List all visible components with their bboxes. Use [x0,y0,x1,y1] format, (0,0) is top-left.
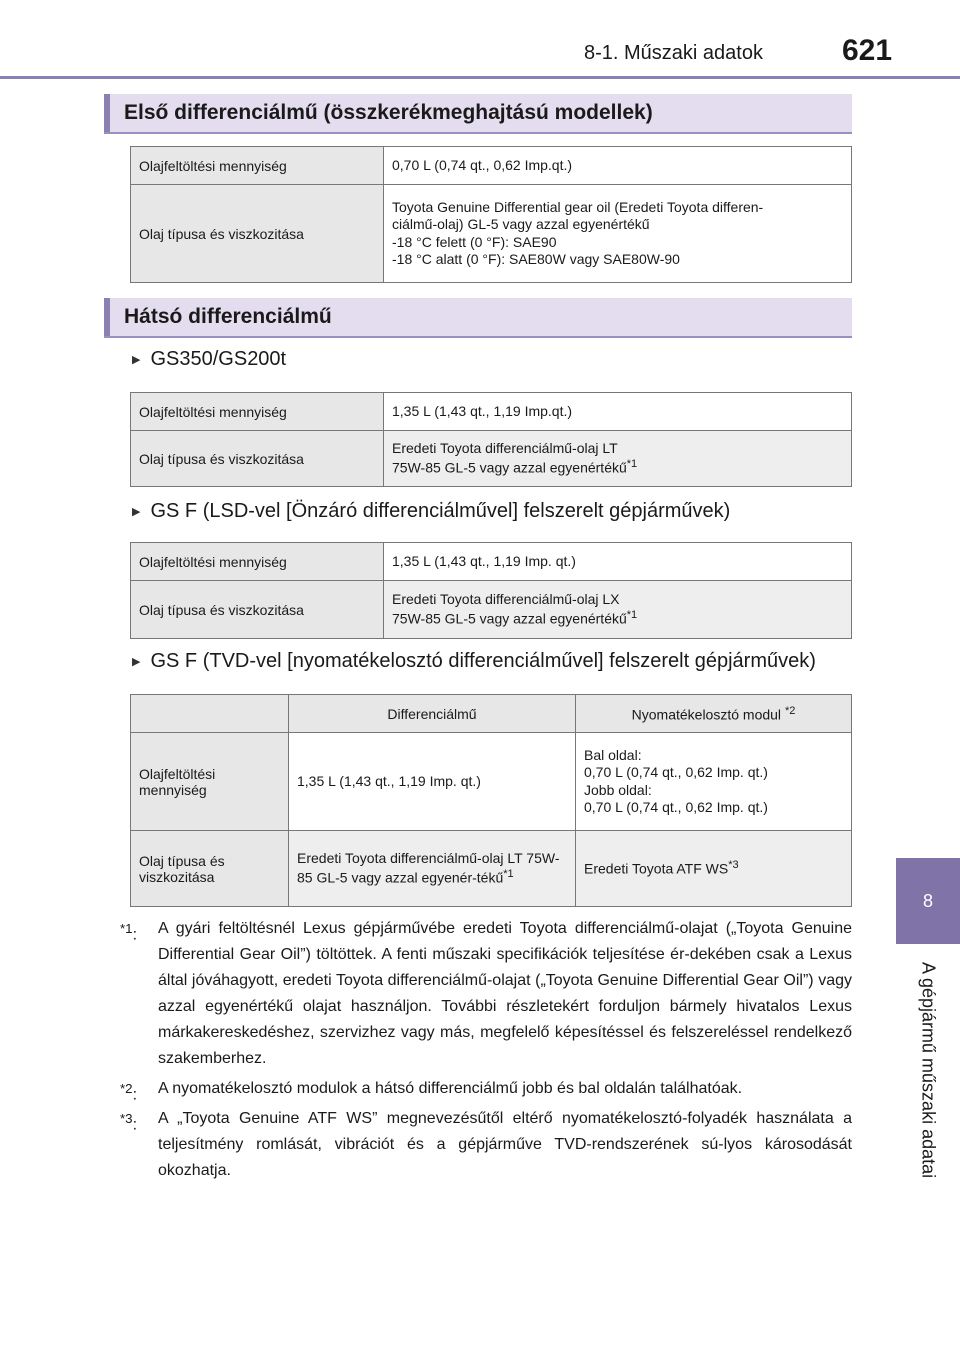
chapter-number: 8 [922,890,933,911]
value-line: 0,70 L (0,74 qt., 0,62 Imp. qt.) [584,764,768,780]
footnote-mark: $^{*3}$: [120,1111,138,1134]
row-value [384,431,852,487]
arrow-right-icon: ▶ [132,656,141,668]
section-front-differential [104,94,852,134]
value-line: ciálmű-olaj) GL-5 vagy azzal egyenértékű [392,216,650,232]
footnotes [120,916,852,1188]
section-accent [104,94,110,132]
footnote-ref: *1 [626,608,638,621]
row-label: Olaj típusa és viszkozitása [131,431,384,487]
value-line: 0,70 L (0,74 qt., 0,62 Imp. qt.) [584,799,768,815]
footnote [120,1076,852,1104]
footnote-mark: $^{*1}$: [120,921,138,944]
row-value: 1,35 L (1,43 qt., 1,19 Imp. qt.) [384,543,852,581]
bullet-text: GS350/GS200t [150,348,287,370]
header-rule [0,76,960,79]
gsf-tvd-table [130,694,852,907]
footnote-ref: *3 [728,858,739,871]
value-line: -18 °C felett (0 °F): SAE90 [392,233,557,250]
table-row [131,831,852,907]
footnote [120,916,852,1072]
bullet-gsf-tvd [132,650,816,673]
row-label: Olajfeltöltési mennyiség [131,733,289,831]
arrow-right-icon: ▶ [132,354,141,366]
header-text: Nyomatékelosztó modul [631,706,782,723]
page-number: 621 [842,34,893,67]
row-value [384,581,852,639]
row-value [289,831,576,907]
footnote [120,1106,852,1184]
value-text: Eredeti Toyota differenciálmű-olaj LT 75W-85 GL-5 vagy azzal egyenér-tékű [297,850,560,886]
value-line: Jobb oldal: [584,781,652,798]
value-line: -18 °C alatt (0 °F): SAE80W vagy SAE80W-90 [392,251,680,267]
footnote-ref: *2 [784,704,796,717]
bullet-gsf-lsd [132,500,730,523]
column-header [576,695,852,733]
footnote-text: A „Toyota Genuine ATF WS” megnevezésűtől eltérő nyomatékelosztó-folyadék használata a teljesítmény romlását, vibrációt és a gépjárműve TVD-rendszerének sú-lyos károsodását okozhatja. [158,1110,852,1179]
row-label: Olajfeltöltési mennyiség [131,393,384,431]
row-label: Olajfeltöltési mennyiség [131,147,384,185]
value-line: Eredeti Toyota differenciálmű-olaj LT [392,440,618,457]
row-label: Olaj típusa és viszkozitása [131,185,384,283]
table-row [131,147,852,185]
value-line: Eredeti Toyota differenciálmű-olaj LX [392,591,620,608]
footnote-text: A nyomatékelosztó modulok a hátsó differenciálmű jobb és bal oldalán találhatóak. [158,1080,743,1097]
footnote-ref: *1 [626,457,638,470]
section-title-front: Első differenciálmű (összkerékmeghajtású modellek) [124,101,653,124]
row-value [576,831,852,907]
row-label: Olaj típusa és viszkozitása [131,831,289,907]
table-row [131,393,852,431]
table-header-row [131,695,852,733]
footnote-text: A gyári feltöltésnél Lexus gépjárművébe eredeti Toyota differenciálmű-olajat („Toyota Genuine Differential Gear Oil”) töltöttek. A fenti műszaki specifikációk teljesítése ér-dekében csak a Lexus által jóváhagyott, eredeti Toyota differenciálmű-olajat („Toyota Genuine Differential Gear Oil”) vagy azzal egyenértékű olajat használjon. További részletekért forduljon bármely hivatalos Lexus márkakereskedéshez, szervizhez vagy más, megfelelő képesítéssel és felszereléssel rendelkező szakemberhez. [158,920,852,1067]
row-value: 1,35 L (1,43 qt., 1,19 Imp. qt.) [289,733,576,831]
row-label: Olaj típusa és viszkozitása [131,581,384,639]
footnote-mark: $^{*2}$: [120,1081,138,1104]
table-row [131,581,852,639]
header-blank [131,695,289,733]
row-value: 0,70 L (0,74 qt., 0,62 Imp.qt.) [384,147,852,185]
column-header: Differenciálmű [289,695,576,733]
gsf-lsd-table [130,542,852,639]
value-text: 75W-85 GL-5 vagy azzal egyenértékű [392,459,627,476]
table-row [131,431,852,487]
row-value [576,733,852,831]
section-title: 8-1. Műszaki adatok [584,42,763,64]
chapter-title: A gépjármű műszaki adatai [918,961,939,1179]
chapter-tab[interactable] [896,858,960,944]
value-line: Bal oldal: [584,746,642,763]
bullet-gs350 [132,348,286,371]
chapter-title-tab [896,944,960,1196]
value-line [392,458,843,477]
table-row [131,543,852,581]
value-text: 75W-85 GL-5 vagy azzal egyenértékű [392,610,627,627]
row-value [384,185,852,283]
footnote-ref: *1 [503,867,514,880]
row-label: Olajfeltöltési mennyiség [131,543,384,581]
value-line [392,609,843,628]
section-title-rear: Hátsó differenciálmű [124,305,332,328]
row-value: 1,35 L (1,43 qt., 1,19 Imp.qt.) [384,393,852,431]
gs350-table [130,392,852,487]
bullet-text: GS F (LSD-vel [Önzáró differenciálművel] felszerelt gépjárművek) [150,500,731,522]
section-rear-differential [104,298,852,338]
table-row [131,185,852,283]
bullet-text: GS F (TVD-vel [nyomatékelosztó differenciálművel] felszerelt gépjárművek) [150,650,816,672]
arrow-right-icon: ▶ [132,506,141,518]
table-row [131,733,852,831]
section-accent [104,298,110,336]
value-text: Eredeti Toyota ATF WS [584,860,729,877]
value-line: Toyota Genuine Differential gear oil (Eredeti Toyota differen- [392,198,764,215]
front-diff-table [130,146,852,283]
